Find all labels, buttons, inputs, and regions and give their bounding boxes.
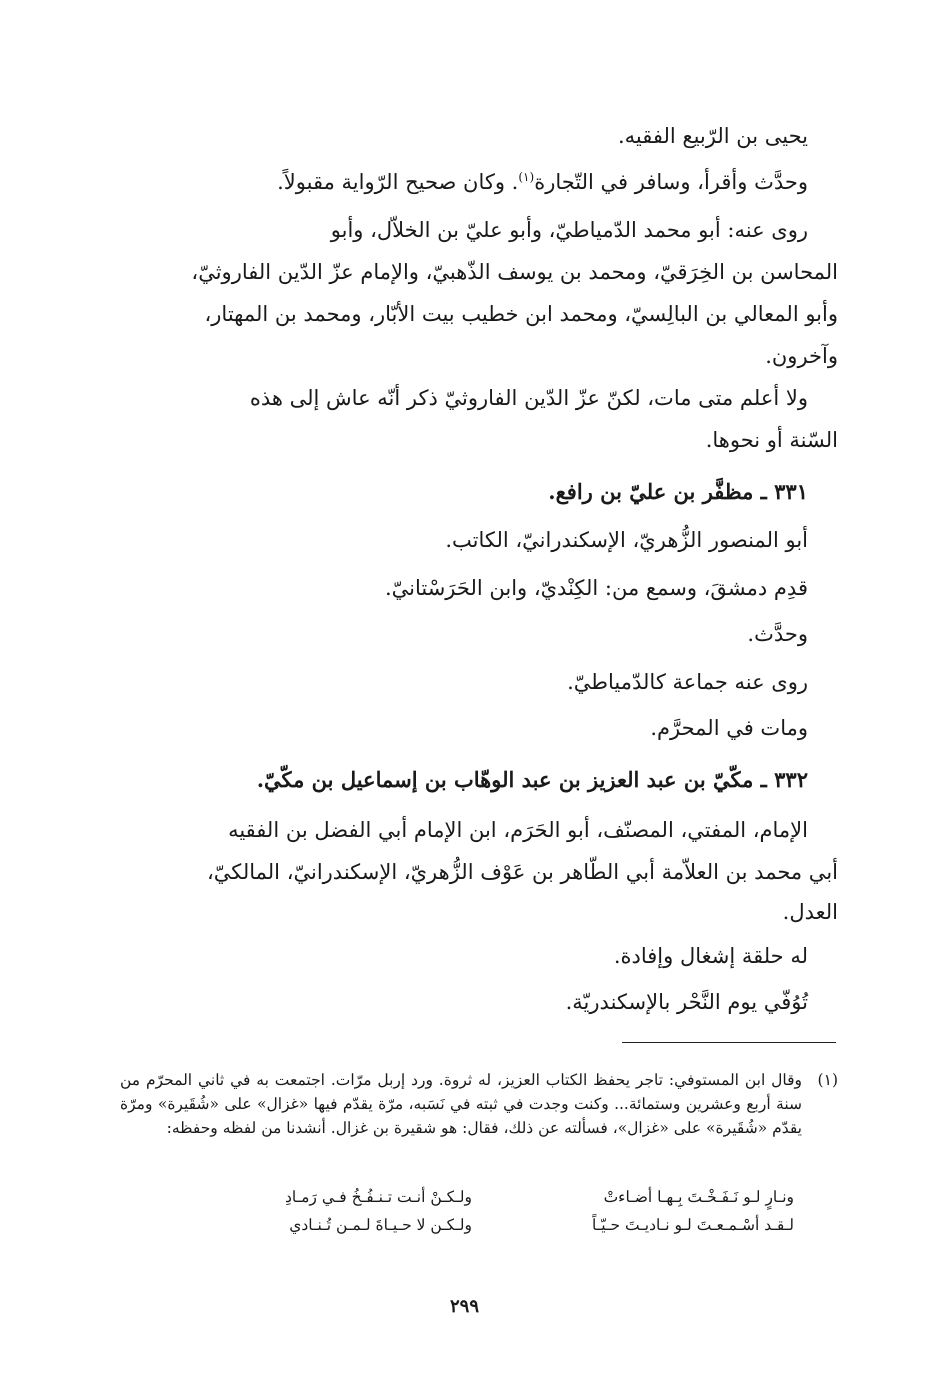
line-4: المحاسن بن الخِرَقيّ، ومحمد بن يوسف الذّهبيّ، والإمام عزّ الدّين الفاروثيّ، — [191, 260, 838, 284]
verse-line-1 — [120, 1188, 838, 1214]
verse-1-second-hemistich: ولـكـنْ أنـت تـنـفُـخُ فـي رَمـادِ — [284, 1188, 472, 1206]
line-2-end: . وكان صحيح الرّواية مقبولاً. — [277, 170, 519, 194]
verse-line-2 — [120, 1216, 838, 1242]
line-18: تُوُفّي يوم النَّحْر بالإسكندريّة. — [565, 990, 808, 1014]
line-2-start: وحدَّث وأقرأ، وسافر في التّجارة — [534, 170, 808, 194]
line-2 — [120, 160, 838, 204]
line-3: روى عنه: أبو محمد الدّمياطيّ، وأبو عليّ بن الخلاّل، وأبو — [330, 218, 808, 242]
verse-2-first-hemistich: لـقـد أسْـمـعـتَ لـو نـاديـتَ حـيّـاً — [592, 1216, 794, 1234]
footnote-ref[interactable]: (١) — [518, 170, 535, 184]
footnote-separator — [622, 1042, 836, 1043]
entry-heading-332: ٣٣٢ ـ مكّيّ بن عبد العزيز بن عبد الوهّاب بن إسماعيل بن مكّيّ. — [256, 767, 808, 792]
verse-2-second-hemistich: ولـكـن لا حـيـاةَ لـمـن تُـنـادي — [289, 1216, 472, 1234]
line-5: وأبو المعالي بن البالِسيّ، ومحمد ابن خطيب بيت الأبّار، ومحمد بن المهتار، — [204, 302, 838, 326]
line-13: ومات في المحرَّم. — [650, 716, 808, 740]
footnote-text — [120, 1068, 802, 1140]
line-17: له حلقة إشغال وإفادة. — [613, 944, 808, 968]
line-12: روى عنه جماعة كالدّمياطيّ. — [567, 670, 808, 694]
line-16: العدل. — [782, 900, 838, 924]
line-14: الإمام، المفتي، المصنّف، أبو الحَرَم، ابن الإمام أبي الفضل بن الفقيه — [228, 818, 808, 842]
line-9: أبو المنصور الزُّهريّ، الإسكندرانيّ، الكاتب. — [445, 528, 808, 552]
line-11: وحدَّث. — [747, 622, 808, 646]
line-7: ولا أعلم متى مات، لكنّ عزّ الدّين الفاروثيّ ذكر أنّه عاش إلى هذه — [249, 386, 808, 410]
line-1: يحيى بن الرّبيع الفقيه. — [617, 124, 808, 148]
line-8: السّنة أو نحوها. — [705, 428, 838, 452]
footnote-number: (١) — [817, 1071, 838, 1089]
entry-heading-331: ٣٣١ ـ مظفَّر بن عليّ بن رافع. — [548, 479, 808, 504]
page-number: ٢٩٩ — [449, 1296, 479, 1317]
line-15: أبي محمد بن العلاّمة أبي الطّاهر بن عَوْف الزُّهريّ، الإسكندرانيّ، المالكيّ، — [206, 860, 838, 884]
line-10: قدِم دمشقَ، وسمع من: الكِنْديّ، وابن الحَرَسْتانيّ. — [384, 576, 808, 600]
verse-1-first-hemistich: ونـارٍ لـو نَـفَـخْـتَ بِـهـا أضـاءتْ — [603, 1188, 794, 1206]
line-6: وآخرون. — [765, 344, 838, 368]
footnote-paragraph: وقال ابن المستوفي: تاجر يحفظ الكتاب العزيز، له ثروة. ورد إربل مرّات. اجتمعت به في ثاني المحرّم من سنة أربع وعشرين وستمائة... وكنت وجدت في ثبته في نَسَبه، مرّة يقدّم فيها «غزال» على «شُقَيرة» ومرّة يقدّم «شُقَيرة» على «غزال»، فسألته عن ذلك، فقال: هو شقيرة بن غزال. أنشدنا من لفظه وحفظه: — [120, 1071, 802, 1137]
